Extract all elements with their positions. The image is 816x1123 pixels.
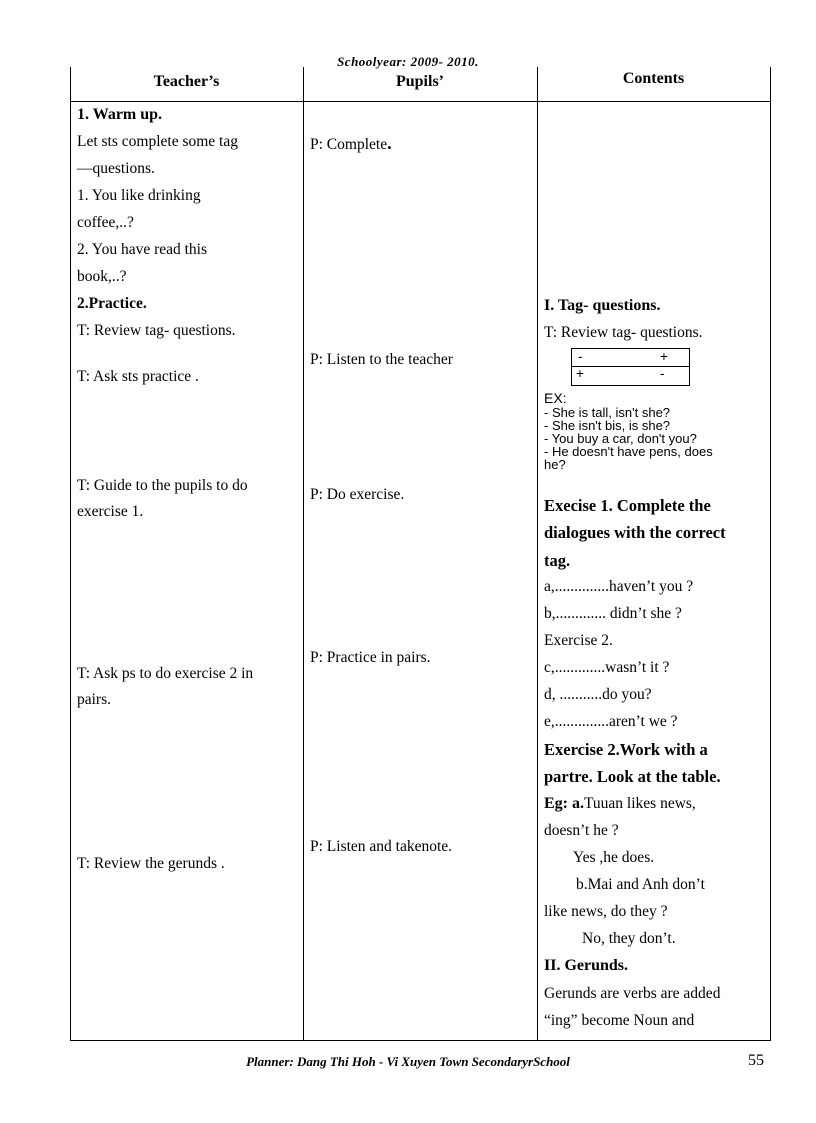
exercise2-title: partre. Look at the table. [544, 767, 721, 786]
table-divider-1 [303, 67, 304, 1041]
tag-questions-title: I. Tag- questions. [544, 297, 661, 314]
warmup-title: 1. Warm up. [77, 106, 163, 123]
teacher-line: book,..? [77, 268, 127, 285]
eg-text: Tuuan likes news, [584, 795, 696, 812]
teacher-line: Let sts complete some tag [77, 133, 238, 150]
gerunds-title: II. Gerunds. [544, 957, 629, 974]
teacher-review-tag: T: Review tag- questions. [77, 322, 236, 339]
example-line: like news, do they ? [544, 903, 668, 920]
exercise2-label: Exercise 2. [544, 632, 613, 649]
pupils-complete-text: P: Complete [310, 136, 388, 153]
teacher-line: 1. You like drinking [77, 187, 201, 204]
teacher-ask-practice: T: Ask sts practice . [77, 368, 199, 385]
exercise-item: a,..............haven’t you ? [544, 578, 694, 595]
sign-table [571, 348, 690, 386]
sign-cell: - [578, 349, 583, 364]
teacher-line: —questions. [77, 160, 155, 177]
contents-review: T: Review tag- questions. [544, 324, 703, 341]
example-line: doesn’t he ? [544, 822, 619, 839]
pupils-listen: P: Listen to the teacher [310, 351, 453, 368]
teacher-guide: T: Guide to the pupils to do [77, 477, 248, 494]
column-header-pupils: Pupils’ [395, 73, 444, 90]
sign-cell: + [576, 366, 584, 381]
pupils-practice-pairs: P: Practice in pairs. [310, 649, 431, 666]
example-line: - She isn't bis, is she? [544, 418, 671, 433]
exercise-item: b,............. didn’t she ? [544, 605, 682, 622]
pupils-complete: P: Complete. [310, 133, 392, 153]
teacher-ask-ex2: T: Ask ps to do exercise 2 in [77, 665, 254, 682]
ex-label: EX: [544, 390, 567, 406]
teacher-ask-ex2: pairs. [77, 691, 112, 708]
exercise1-title: dialogues with the correct [544, 523, 726, 542]
gerunds-text: “ing” become Noun and [544, 1012, 695, 1029]
teacher-line: 2. You have read this [77, 241, 208, 258]
example-eg [544, 795, 696, 813]
example-line: - She is tall, isn't she? [544, 405, 671, 420]
table-right-border [770, 67, 771, 1041]
exercise2-title: Exercise 2.Work with a [544, 740, 708, 759]
example-line: No, they don’t. [582, 930, 676, 947]
table-left-border [70, 67, 71, 1041]
planner-footer: Planner: Dang Thi Hoh - Vi Xuyen Town SecondaryrSchool [246, 1054, 570, 1069]
column-header-teacher: Teacher’s [153, 73, 220, 90]
pupils-takenote: P: Listen and takenote. [310, 838, 453, 855]
teacher-review-gerunds: T: Review the gerunds . [77, 855, 225, 872]
teacher-line: coffee,..? [77, 214, 134, 231]
exercise-item: e,..............aren’t we ? [544, 713, 678, 730]
exercise1-title: Execise 1. Complete the [544, 496, 711, 515]
school-year: Schoolyear: 2009- 2010. [337, 54, 479, 69]
example-line: - He doesn't have pens, does [544, 444, 713, 459]
pupils-do-exercise: P: Do exercise. [310, 486, 405, 503]
eg-label: Eg: a. [544, 795, 584, 812]
example-line: he? [544, 457, 566, 472]
sign-cell: - [660, 366, 665, 381]
page-number: 55 [748, 1052, 764, 1069]
example-line: Yes ,he does. [573, 849, 655, 866]
teacher-guide: exercise 1. [77, 503, 144, 520]
practice-title: 2.Practice. [77, 295, 147, 312]
exercise1-title: tag. [544, 551, 571, 570]
sign-cell: + [660, 349, 668, 364]
table-divider-2 [537, 67, 538, 1041]
header-rule [70, 101, 771, 102]
gerunds-text: Gerunds are verbs are added [544, 985, 721, 1002]
exercise-item: d, ...........do you? [544, 686, 652, 703]
exercise-item: c,.............wasn’t it ? [544, 659, 670, 676]
column-header-contents: Contents [622, 70, 685, 87]
table-bottom-border [70, 1040, 771, 1041]
example-line: b.Mai and Anh don’t [576, 876, 705, 893]
example-line: - You buy a car, don't you? [544, 431, 697, 446]
